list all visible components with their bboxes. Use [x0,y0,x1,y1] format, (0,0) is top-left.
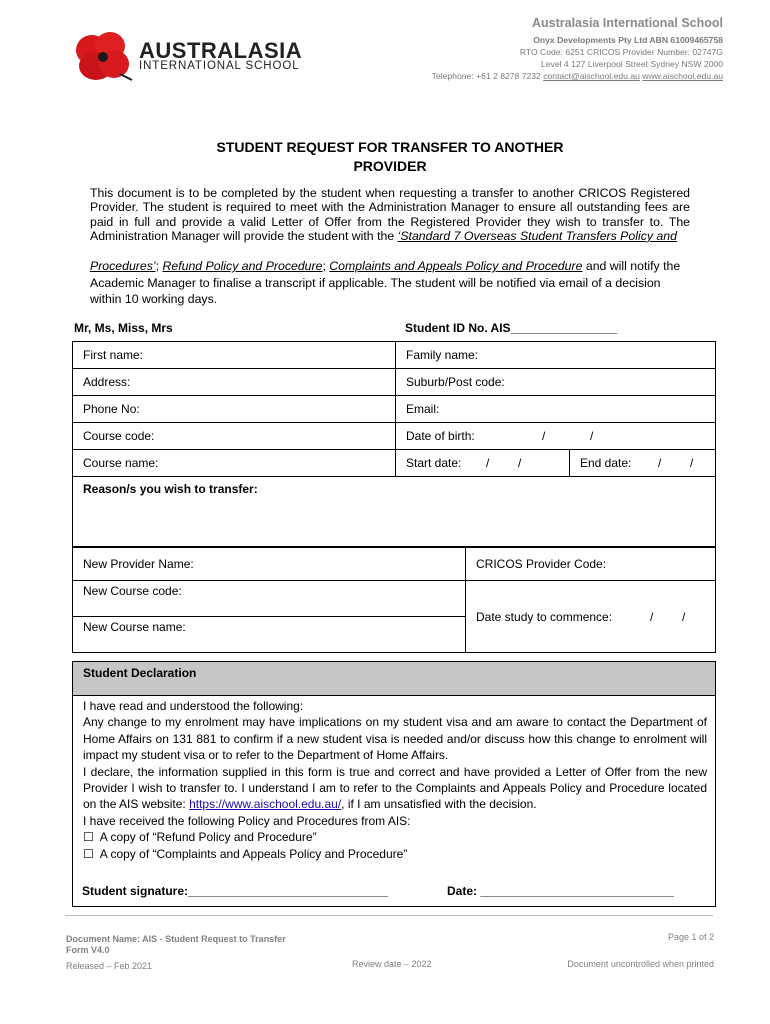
review-date: Review date – 2022 [352,959,432,969]
logo-wordmark: AUSTRALASIA [139,38,303,63]
phone-field[interactable]: Phone No: [73,396,396,423]
school-name: Australasia International School [531,16,723,30]
page-number: Page 1 of 2 [667,932,714,942]
dob-field[interactable]: Date of birth: / / [396,423,716,450]
uncontrolled-notice: Document uncontrolled when printed [567,959,714,969]
student-id-label[interactable]: Student ID No. AIS________________ [405,321,618,335]
refund-policy-link: Refund Policy and Procedure [162,259,323,273]
family-name-field[interactable]: Family name: [396,342,716,369]
email-link[interactable]: contact@aischool.edu.au [543,71,640,81]
doc-name: Document Name: AIS - Student Request to Transfer Form V4.0 [66,934,286,955]
website-link[interactable]: www.aischool.edu.au [642,71,723,81]
first-name-field[interactable]: First name: [73,342,396,369]
logo-subtitle: INTERNATIONAL SCHOOL [139,60,300,72]
date-field[interactable]: Date: _____________________________ [447,884,674,898]
page-title [0,138,770,176]
separator: ; [322,259,330,273]
footer-divider [65,915,713,916]
intro-paragraph [90,186,690,243]
declaration-line: I have read and understood the following: [83,699,304,713]
slash: / [518,456,522,470]
intro-paragraph-2 [90,258,690,308]
checkbox-icon[interactable]: ☐ [83,846,94,861]
email-field[interactable]: Email: [396,396,716,423]
declaration-heading: Student Declaration [73,662,715,696]
separator: ; [155,259,163,273]
slash: / [542,429,546,443]
rto-line: RTO Code: 6251 CRICOS Provider Number: 02747G [519,47,723,57]
slash: / [650,609,654,624]
course-name-field[interactable]: Course name: [73,450,396,477]
slash: / [682,609,686,624]
telephone: Telephone: +61 2 8278 7232 [431,71,541,81]
new-course-name-field[interactable]: New Course name: [73,617,466,653]
intro-text-end: and will notify the Academic Manager to finalise a transcript if applicable. The student will be notified via email of a decision within 10 working days. [90,259,681,306]
slash: / [486,456,490,470]
contact-line [432,71,723,81]
slash: / [690,456,694,470]
reason-field[interactable]: Reason/s you wish to transfer: [73,477,716,547]
released-date: Released – Feb 2021 [66,961,153,971]
declaration-line: I have received the following Policy and Procedures from AIS: [83,813,411,828]
declaration-line: Any change to my enrolment may have implications on my student visa and am aware to contact the Department of Home Affairs on 131 881 to confirm if a new student visa is needed and/or discuss how this change to enrolment will impact my student visa or to refer to the Department of Home Affairs. [83,715,707,763]
signature-field[interactable]: Student signature:______________________________ [82,884,389,898]
course-code-field[interactable]: Course code: [73,423,396,450]
slash: / [590,429,594,443]
student-details-table [72,341,716,547]
complaints-policy-checkbox-row[interactable]: ☐ A copy of “Complaints and Appeals Policy and Procedure” [83,846,408,861]
declaration-body [73,696,715,862]
slash: / [658,456,662,470]
title-line-1: STUDENT REQUEST FOR TRANSFER TO ANOTHER [216,139,564,155]
new-provider-table [72,547,716,653]
address-field[interactable]: Address: [73,369,396,396]
cricos-code-field[interactable]: CRICOS Provider Code: [466,548,716,581]
transfer-policy-link-end: Procedures’ [90,259,156,273]
ais-website-link[interactable]: https://www.aischool.edu.au/ [189,797,342,812]
company-line: Onyx Developments Pty Ltd ABN 61009465758 [533,35,723,45]
refund-policy-checkbox-row[interactable]: ☐ A copy of “Refund Policy and Procedure” [83,830,317,845]
declaration-line: I declare, the information supplied in this form is true and correct and have provided a Letter of Offer from the new Provider I wish to transfer to. I understand I am to refer to the Complaints and Appeals Policy and Procedure located on the AIS website: https://www.aischool.edu.au/, if I am unsatisfied with the decision. [83,764,707,812]
transfer-policy-link: ‘Standard 7 Overseas Student Transfers Policy and [397,228,677,243]
salutation-label: Mr, Ms, Miss, Mrs [74,321,173,335]
new-course-code-field[interactable]: New Course code: [73,581,466,617]
end-date-field[interactable]: End date: / / [570,450,716,477]
poppy-logo-icon [72,30,134,82]
checkbox-icon[interactable]: ☐ [83,830,94,845]
complaints-policy-link: Complaints and Appeals Policy and Procedure [329,259,583,273]
new-provider-field[interactable]: New Provider Name: [73,548,466,581]
title-line-2: PROVIDER [353,158,427,174]
suburb-field[interactable]: Suburb/Post code: [396,369,716,396]
start-date-field[interactable]: Start date: / / [396,450,570,477]
address-line: Level 4 127 Liverpool Street Sydney NSW 2000 [540,59,723,69]
intro-text: This document is to be completed by the student when requesting a transfer to another CRICOS Registered Provider. The student is required to meet with the Administration Manager to ensure all outstanding fees are paid in full and provide a valid Letter of Offer from the Registered Provider they wish to transfer to. The Administration Manager will provide the student with the [90,186,690,243]
date-commence-field[interactable]: Date study to commence: / / [466,581,716,653]
student-declaration-box [72,661,716,907]
